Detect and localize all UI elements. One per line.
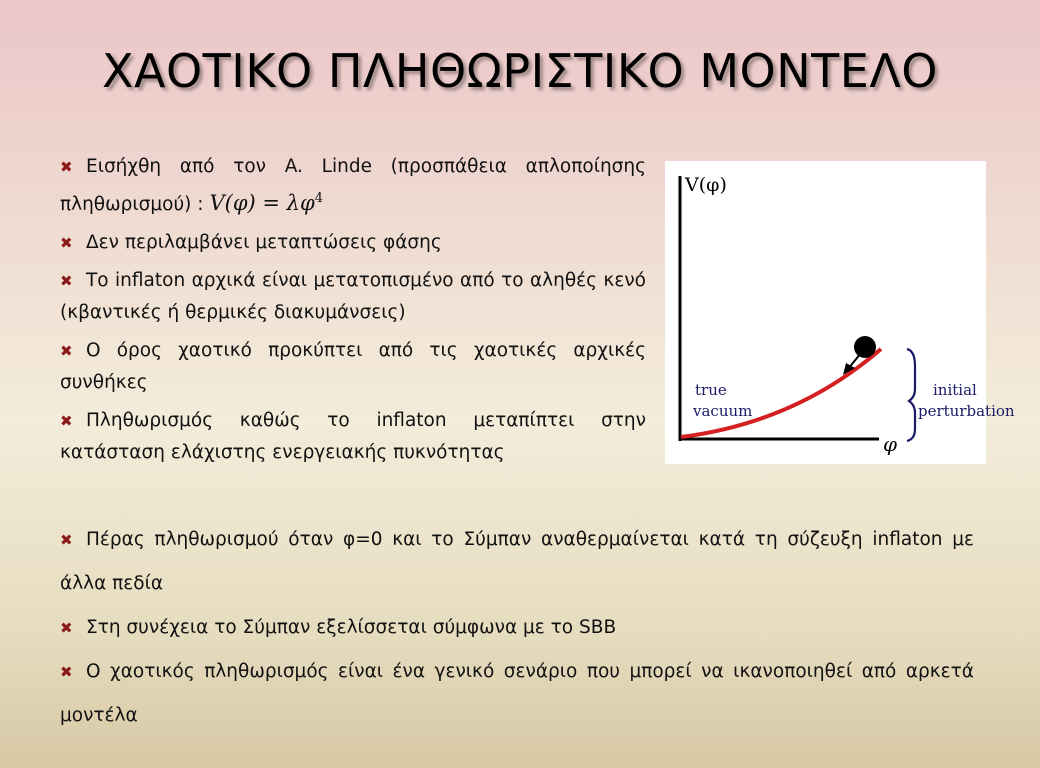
red-x-bullet-icon: ✖ [60,234,73,252]
bullet-item [60,405,646,469]
y-axis-label: V(φ) [685,174,727,196]
red-x-bullet-icon: ✖ [60,272,73,290]
bullet-text: Δεν περιλαμβάνει μεταπτώσεις φάσης [86,232,442,253]
bullet-item [60,151,646,221]
bullet-text: Εισήχθη από τον A. Linde (προσπάθεια απλοποίησης πληθωρισμού) : [60,156,646,215]
red-x-bullet-icon: ✖ [60,158,73,176]
bullet-text: Πέρας πληθωρισμού όταν φ=0 και το Σύμπαν αναθερμαίνεται κατά τη σύζευξη inflaton με άλλα πεδία [60,529,974,594]
potential-figure [665,161,1015,464]
red-x-bullet-icon: ✖ [60,412,73,430]
true-vacuum-label-line1: true [695,381,727,399]
bullet-item [60,650,974,738]
bullet-text: Το inflaton αρχικά είναι μετατοπισμένο από το αληθές κενό (κβαντικές ή θερμικές διακυμάνσεις) [60,270,646,323]
ball-icon [854,336,876,358]
bullet-text: Ο χαοτικός πληθωρισμός είναι ένα γενικό σενάριο που μπορεί να ικανοποιηθεί από αρκετά μοντέλα [60,661,974,726]
red-x-bullet-icon: ✖ [60,619,73,637]
potential-formula: $V(\varphi) = \lambda\varphi^4$ [209,191,323,215]
bullet-item [60,227,646,259]
initial-perturbation-label-line1: initial [933,381,977,399]
bullet-item [60,518,974,606]
red-x-bullet-icon: ✖ [60,663,73,681]
true-vacuum-label-line2: vacuum [693,402,753,420]
potential-diagram [665,161,1015,464]
top-bullet-list [60,151,646,475]
bullet-item [60,335,646,399]
bullet-item [60,606,974,650]
x-axis-label: φ [883,432,898,456]
red-x-bullet-icon: ✖ [60,531,73,549]
bullet-text: Ο όρος χαοτικό προκύπτει από τις χαοτικές αρχικές συνθήκες [60,340,646,393]
bullet-text: Πληθωρισμός καθώς το inflaton μεταπίπτει στην κατάσταση ελάχιστης ενεργειακής πυκνότητας [60,410,646,463]
bullet-text: Στη συνέχεια το Σύμπαν εξελίσσεται σύμφωνα με το SBB [86,617,617,638]
bullet-item [60,265,646,329]
initial-perturbation-label-line2: perturbation [918,402,1015,420]
slide-title: ΧΑΟΤΙΚΟ ΠΛΗΘΩΡΙΣΤΙΚΟ ΜΟΝΤΕΛΟ [101,44,939,98]
brace-icon [907,349,915,441]
bottom-bullet-list [60,518,974,738]
red-x-bullet-icon: ✖ [60,342,73,360]
